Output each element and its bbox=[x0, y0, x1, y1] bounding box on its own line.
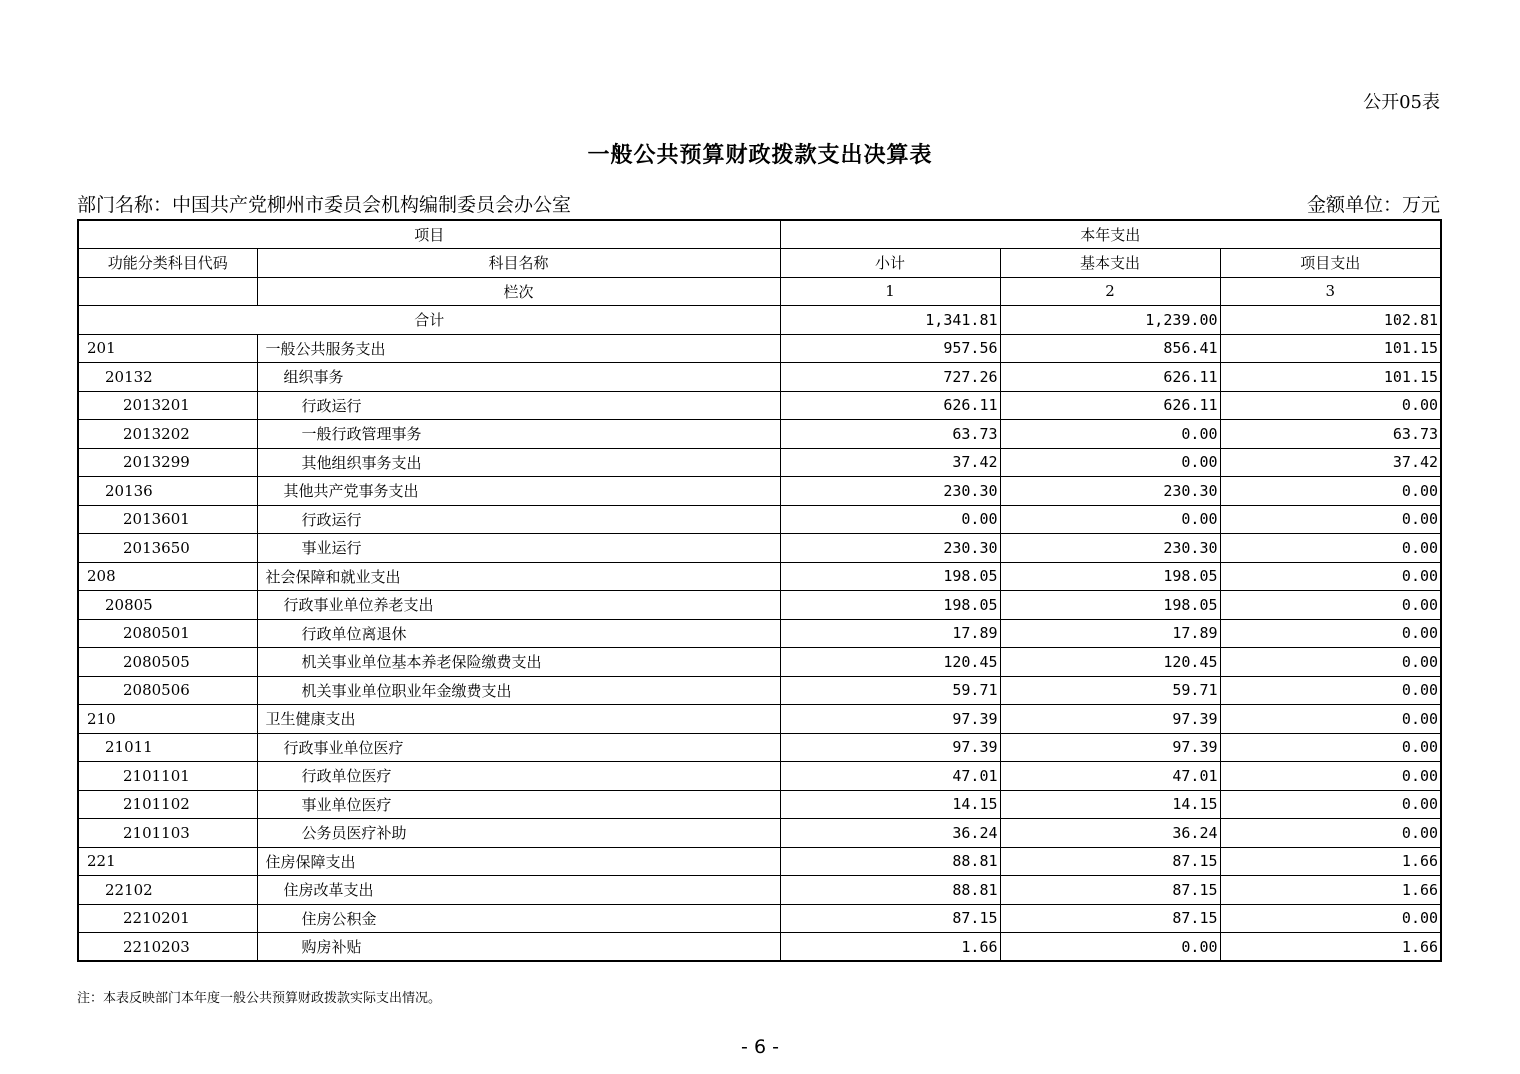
row-subtotal: 88.81 bbox=[780, 847, 1000, 876]
table-row bbox=[78, 733, 1441, 762]
row-project: 0.00 bbox=[1220, 733, 1441, 762]
row-project: 0.00 bbox=[1220, 591, 1441, 620]
header-col3: 3 bbox=[1220, 277, 1441, 306]
row-basic: 97.39 bbox=[1000, 733, 1220, 762]
row-basic: 87.15 bbox=[1000, 847, 1220, 876]
row-code: 2013201 bbox=[78, 391, 257, 420]
row-project: 0.00 bbox=[1220, 648, 1441, 677]
total-row bbox=[78, 306, 1441, 335]
row-project: 1.66 bbox=[1220, 876, 1441, 905]
row-basic: 47.01 bbox=[1000, 762, 1220, 791]
row-code: 20805 bbox=[78, 591, 257, 620]
row-subtotal: 59.71 bbox=[780, 676, 1000, 705]
row-subtotal: 88.81 bbox=[780, 876, 1000, 905]
row-project: 0.00 bbox=[1220, 904, 1441, 933]
row-basic: 36.24 bbox=[1000, 819, 1220, 848]
row-subtotal: 198.05 bbox=[780, 562, 1000, 591]
table-row bbox=[78, 790, 1441, 819]
row-basic: 0.00 bbox=[1000, 933, 1220, 962]
row-subtotal: 198.05 bbox=[780, 591, 1000, 620]
form-tag: 公开05表 bbox=[1363, 92, 1440, 113]
header-project-expense: 项目支出 bbox=[1220, 249, 1441, 278]
row-subtotal: 47.01 bbox=[780, 762, 1000, 791]
row-basic: 198.05 bbox=[1000, 562, 1220, 591]
row-basic: 120.45 bbox=[1000, 648, 1220, 677]
row-code: 221 bbox=[78, 847, 257, 876]
row-project: 0.00 bbox=[1220, 676, 1441, 705]
row-code: 2013299 bbox=[78, 448, 257, 477]
row-basic: 87.15 bbox=[1000, 904, 1220, 933]
table-row bbox=[78, 876, 1441, 905]
total-label: 合计 bbox=[78, 306, 780, 335]
row-code: 208 bbox=[78, 562, 257, 591]
row-code: 2101102 bbox=[78, 790, 257, 819]
row-subtotal: 957.56 bbox=[780, 334, 1000, 363]
header-blank bbox=[78, 277, 257, 306]
table-row bbox=[78, 477, 1441, 506]
row-name: 公务员医疗补助 bbox=[257, 819, 780, 848]
row-code: 20132 bbox=[78, 363, 257, 392]
row-basic: 87.15 bbox=[1000, 876, 1220, 905]
row-subtotal: 14.15 bbox=[780, 790, 1000, 819]
table-row bbox=[78, 676, 1441, 705]
row-project: 1.66 bbox=[1220, 847, 1441, 876]
row-code: 2210203 bbox=[78, 933, 257, 962]
row-code: 2013202 bbox=[78, 420, 257, 449]
header-row-3 bbox=[78, 277, 1441, 306]
row-code: 2013650 bbox=[78, 534, 257, 563]
table-row bbox=[78, 448, 1441, 477]
row-name: 行政事业单位养老支出 bbox=[257, 591, 780, 620]
row-name: 一般公共服务支出 bbox=[257, 334, 780, 363]
row-project: 101.15 bbox=[1220, 363, 1441, 392]
row-subtotal: 0.00 bbox=[780, 505, 1000, 534]
row-project: 0.00 bbox=[1220, 562, 1441, 591]
table-row bbox=[78, 505, 1441, 534]
table-row bbox=[78, 562, 1441, 591]
row-code: 2080501 bbox=[78, 619, 257, 648]
row-subtotal: 36.24 bbox=[780, 819, 1000, 848]
row-code: 2101101 bbox=[78, 762, 257, 791]
table-row bbox=[78, 391, 1441, 420]
table-row bbox=[78, 762, 1441, 791]
row-subtotal: 63.73 bbox=[780, 420, 1000, 449]
row-basic: 0.00 bbox=[1000, 420, 1220, 449]
total-subtotal: 1,341.81 bbox=[780, 306, 1000, 335]
row-project: 0.00 bbox=[1220, 819, 1441, 848]
row-project: 63.73 bbox=[1220, 420, 1441, 449]
row-name: 住房公积金 bbox=[257, 904, 780, 933]
row-subtotal: 1.66 bbox=[780, 933, 1000, 962]
row-name: 组织事务 bbox=[257, 363, 780, 392]
row-name: 事业单位医疗 bbox=[257, 790, 780, 819]
header-name: 科目名称 bbox=[257, 249, 780, 278]
header-subtotal: 小计 bbox=[780, 249, 1000, 278]
row-project: 0.00 bbox=[1220, 477, 1441, 506]
row-name: 购房补贴 bbox=[257, 933, 780, 962]
row-project: 0.00 bbox=[1220, 619, 1441, 648]
row-basic: 0.00 bbox=[1000, 448, 1220, 477]
table-row bbox=[78, 591, 1441, 620]
row-subtotal: 97.39 bbox=[780, 733, 1000, 762]
row-name: 住房改革支出 bbox=[257, 876, 780, 905]
row-project: 0.00 bbox=[1220, 705, 1441, 734]
table-row bbox=[78, 619, 1441, 648]
table-row bbox=[78, 705, 1441, 734]
table-row bbox=[78, 847, 1441, 876]
row-basic: 230.30 bbox=[1000, 534, 1220, 563]
row-name: 住房保障支出 bbox=[257, 847, 780, 876]
row-basic: 97.39 bbox=[1000, 705, 1220, 734]
table-row bbox=[78, 420, 1441, 449]
header-col1: 1 bbox=[780, 277, 1000, 306]
table-row bbox=[78, 648, 1441, 677]
row-code: 201 bbox=[78, 334, 257, 363]
table-note: 注：本表反映部门本年度一般公共预算财政拨款实际支出情况。 bbox=[77, 991, 442, 1006]
total-basic: 1,239.00 bbox=[1000, 306, 1220, 335]
table-row bbox=[78, 534, 1441, 563]
row-subtotal: 17.89 bbox=[780, 619, 1000, 648]
row-code: 2013601 bbox=[78, 505, 257, 534]
row-basic: 230.30 bbox=[1000, 477, 1220, 506]
row-subtotal: 626.11 bbox=[780, 391, 1000, 420]
row-subtotal: 230.30 bbox=[780, 534, 1000, 563]
row-name: 行政单位医疗 bbox=[257, 762, 780, 791]
row-project: 101.15 bbox=[1220, 334, 1441, 363]
document-title: 一般公共预算财政拨款支出决算表 bbox=[587, 142, 933, 168]
row-project: 0.00 bbox=[1220, 391, 1441, 420]
row-code: 210 bbox=[78, 705, 257, 734]
row-code: 2080505 bbox=[78, 648, 257, 677]
row-code: 22102 bbox=[78, 876, 257, 905]
row-basic: 198.05 bbox=[1000, 591, 1220, 620]
row-basic: 17.89 bbox=[1000, 619, 1220, 648]
row-name: 卫生健康支出 bbox=[257, 705, 780, 734]
row-project: 0.00 bbox=[1220, 762, 1441, 791]
row-name: 机关事业单位基本养老保险缴费支出 bbox=[257, 648, 780, 677]
row-name: 一般行政管理事务 bbox=[257, 420, 780, 449]
expenditure-table bbox=[77, 219, 1442, 962]
row-basic: 0.00 bbox=[1000, 505, 1220, 534]
row-name: 行政事业单位医疗 bbox=[257, 733, 780, 762]
department-name: 部门名称：中国共产党柳州市委员会机构编制委员会办公室 bbox=[77, 194, 572, 216]
row-code: 21011 bbox=[78, 733, 257, 762]
row-subtotal: 87.15 bbox=[780, 904, 1000, 933]
page-number: - 6 - bbox=[741, 1036, 779, 1058]
header-row-2 bbox=[78, 249, 1441, 278]
row-name: 机关事业单位职业年金缴费支出 bbox=[257, 676, 780, 705]
row-code: 2080506 bbox=[78, 676, 257, 705]
row-subtotal: 727.26 bbox=[780, 363, 1000, 392]
row-project: 1.66 bbox=[1220, 933, 1441, 962]
header-basic: 基本支出 bbox=[1000, 249, 1220, 278]
row-subtotal: 230.30 bbox=[780, 477, 1000, 506]
amount-unit: 金额单位：万元 bbox=[1306, 194, 1440, 216]
row-name: 行政运行 bbox=[257, 391, 780, 420]
row-subtotal: 37.42 bbox=[780, 448, 1000, 477]
row-project: 0.00 bbox=[1220, 505, 1441, 534]
row-name: 其他共产党事务支出 bbox=[257, 477, 780, 506]
row-name: 行政运行 bbox=[257, 505, 780, 534]
row-code: 2101103 bbox=[78, 819, 257, 848]
header-current-year: 本年支出 bbox=[780, 220, 1441, 249]
row-basic: 856.41 bbox=[1000, 334, 1220, 363]
header-col2: 2 bbox=[1000, 277, 1220, 306]
header-column-seq: 栏次 bbox=[257, 277, 780, 306]
row-name: 行政单位离退休 bbox=[257, 619, 780, 648]
row-name: 其他组织事务支出 bbox=[257, 448, 780, 477]
table-row bbox=[78, 363, 1441, 392]
row-subtotal: 97.39 bbox=[780, 705, 1000, 734]
row-project: 0.00 bbox=[1220, 790, 1441, 819]
row-basic: 626.11 bbox=[1000, 391, 1220, 420]
total-project: 102.81 bbox=[1220, 306, 1441, 335]
row-basic: 59.71 bbox=[1000, 676, 1220, 705]
table-row bbox=[78, 904, 1441, 933]
row-basic: 14.15 bbox=[1000, 790, 1220, 819]
row-project: 37.42 bbox=[1220, 448, 1441, 477]
table-row bbox=[78, 933, 1441, 962]
header-project: 项目 bbox=[78, 220, 780, 249]
row-name: 社会保障和就业支出 bbox=[257, 562, 780, 591]
table-row bbox=[78, 334, 1441, 363]
row-code: 20136 bbox=[78, 477, 257, 506]
header-row-1 bbox=[78, 220, 1441, 249]
row-subtotal: 120.45 bbox=[780, 648, 1000, 677]
header-code: 功能分类科目代码 bbox=[78, 249, 257, 278]
row-name: 事业运行 bbox=[257, 534, 780, 563]
table-row bbox=[78, 819, 1441, 848]
row-code: 2210201 bbox=[78, 904, 257, 933]
row-project: 0.00 bbox=[1220, 534, 1441, 563]
row-basic: 626.11 bbox=[1000, 363, 1220, 392]
